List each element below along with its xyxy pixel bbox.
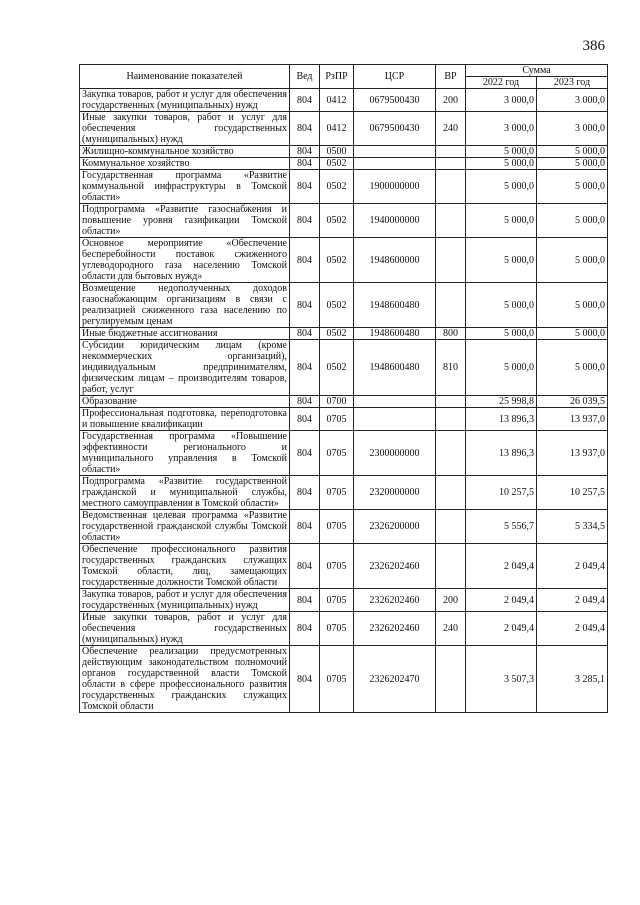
row-vr <box>436 238 466 283</box>
table-row <box>80 204 608 238</box>
row-name: Закупка товаров, работ и услуг для обеспечения государственных (муниципальных) нужд <box>80 589 290 612</box>
table-row <box>80 476 608 510</box>
row-csr <box>354 408 436 431</box>
row-rzpr: 0502 <box>320 238 354 283</box>
table-row <box>80 544 608 589</box>
row-csr: 2320000000 <box>354 476 436 510</box>
row-name: Профессиональная подготовка, переподготовка и повышение квалификации <box>80 408 290 431</box>
row-name: Обеспечение профессионального развития государственных гражданских служащих Томской области, лиц, замещающих государственные должности Томской области <box>80 544 290 589</box>
table-body <box>80 89 608 713</box>
table-row <box>80 510 608 544</box>
row-sum-2023: 2 049,4 <box>537 612 608 646</box>
header-sum: Сумма <box>466 65 608 77</box>
row-rzpr: 0705 <box>320 612 354 646</box>
row-vr <box>436 204 466 238</box>
row-sum-2022: 5 000,0 <box>466 204 537 238</box>
row-rzpr: 0700 <box>320 396 354 408</box>
row-vr: 240 <box>436 612 466 646</box>
row-ved: 804 <box>290 544 320 589</box>
row-vr <box>436 170 466 204</box>
row-ved: 804 <box>290 589 320 612</box>
row-csr: 1948600480 <box>354 328 436 340</box>
table-row <box>80 170 608 204</box>
row-vr: 200 <box>436 589 466 612</box>
row-vr <box>436 283 466 328</box>
row-rzpr: 0502 <box>320 204 354 238</box>
row-csr: 1940000000 <box>354 204 436 238</box>
row-csr <box>354 396 436 408</box>
row-sum-2022: 2 049,4 <box>466 612 537 646</box>
row-name: Основное мероприятие «Обеспечение бесперебойности поставок сжиженного углеводородного газа населению Томской области для бытовых нужд» <box>80 238 290 283</box>
table-row <box>80 112 608 146</box>
row-sum-2023: 13 937,0 <box>537 431 608 476</box>
header-year-2022: 2022 год <box>466 77 537 89</box>
row-sum-2022: 25 998,8 <box>466 396 537 408</box>
row-rzpr: 0705 <box>320 646 354 713</box>
row-ved: 804 <box>290 340 320 396</box>
table-row <box>80 146 608 158</box>
row-name: Ведомственная целевая программа «Развитие государственной гражданской службы Томской области» <box>80 510 290 544</box>
row-vr <box>436 544 466 589</box>
row-csr: 1948600480 <box>354 340 436 396</box>
table-row <box>80 408 608 431</box>
row-rzpr: 0705 <box>320 476 354 510</box>
row-sum-2022: 5 000,0 <box>466 283 537 328</box>
row-sum-2023: 3 000,0 <box>537 89 608 112</box>
row-rzpr: 0502 <box>320 170 354 204</box>
row-rzpr: 0412 <box>320 89 354 112</box>
row-vr <box>436 158 466 170</box>
row-sum-2022: 5 000,0 <box>466 238 537 283</box>
row-ved: 804 <box>290 89 320 112</box>
row-sum-2023: 5 000,0 <box>537 158 608 170</box>
row-ved: 804 <box>290 476 320 510</box>
row-sum-2022: 5 000,0 <box>466 340 537 396</box>
row-csr: 2326202460 <box>354 544 436 589</box>
row-ved: 804 <box>290 204 320 238</box>
row-csr: 2326202460 <box>354 589 436 612</box>
row-csr: 1948600480 <box>354 283 436 328</box>
header-rzpr: РзПР <box>320 65 354 89</box>
table-row <box>80 328 608 340</box>
row-ved: 804 <box>290 238 320 283</box>
row-sum-2022: 2 049,4 <box>466 544 537 589</box>
row-rzpr: 0500 <box>320 146 354 158</box>
row-vr <box>436 646 466 713</box>
row-sum-2023: 5 000,0 <box>537 238 608 283</box>
row-sum-2023: 2 049,4 <box>537 589 608 612</box>
row-csr: 0679500430 <box>354 89 436 112</box>
row-sum-2022: 5 000,0 <box>466 170 537 204</box>
row-csr: 1900000000 <box>354 170 436 204</box>
table-row <box>80 431 608 476</box>
row-csr: 2300000000 <box>354 431 436 476</box>
table-row <box>80 646 608 713</box>
row-ved: 804 <box>290 283 320 328</box>
row-name: Субсидии юридическим лицам (кроме некоммерческих организаций), индивидуальным предпринимателям, физическим лицам – производителям товаров, работ, услуг <box>80 340 290 396</box>
row-sum-2023: 26 039,5 <box>537 396 608 408</box>
header-vr: ВР <box>436 65 466 89</box>
row-csr: 2326200000 <box>354 510 436 544</box>
row-sum-2023: 5 000,0 <box>537 146 608 158</box>
row-rzpr: 0412 <box>320 112 354 146</box>
budget-table <box>79 64 608 713</box>
row-name: Возмещение недополученных доходов газоснабжающим организациям в связи с реализацией сжиженного газа населению по регулируемым ценам <box>80 283 290 328</box>
row-rzpr: 0502 <box>320 158 354 170</box>
row-ved: 804 <box>290 158 320 170</box>
row-name: Коммунальное хозяйство <box>80 158 290 170</box>
row-sum-2022: 10 257,5 <box>466 476 537 510</box>
row-sum-2023: 3 285,1 <box>537 646 608 713</box>
row-rzpr: 0705 <box>320 408 354 431</box>
page-number: 386 <box>582 38 605 54</box>
row-name: Государственная программа «Повышение эффективности регионального и муниципального управления в Томской области» <box>80 431 290 476</box>
row-vr: 800 <box>436 328 466 340</box>
row-sum-2022: 3 000,0 <box>466 112 537 146</box>
row-ved: 804 <box>290 328 320 340</box>
row-name: Государственная программа «Развитие коммунальной инфраструктуры в Томской области» <box>80 170 290 204</box>
row-csr: 2326202460 <box>354 612 436 646</box>
row-vr: 200 <box>436 89 466 112</box>
row-sum-2022: 13 896,3 <box>466 431 537 476</box>
row-name: Жилищно-коммунальное хозяйство <box>80 146 290 158</box>
table-row <box>80 283 608 328</box>
table-row <box>80 340 608 396</box>
header-name: Наименование показателей <box>80 65 290 89</box>
row-sum-2022: 5 000,0 <box>466 328 537 340</box>
row-ved: 804 <box>290 431 320 476</box>
row-sum-2023: 5 000,0 <box>537 283 608 328</box>
row-csr <box>354 158 436 170</box>
row-ved: 804 <box>290 646 320 713</box>
table-row <box>80 612 608 646</box>
row-rzpr: 0705 <box>320 589 354 612</box>
row-rzpr: 0705 <box>320 544 354 589</box>
row-name: Подпрограмма «Развитие газоснабжения и повышение уровня газификации Томской области» <box>80 204 290 238</box>
row-ved: 804 <box>290 112 320 146</box>
row-name: Иные бюджетные ассигнования <box>80 328 290 340</box>
row-csr: 1948600000 <box>354 238 436 283</box>
row-sum-2023: 10 257,5 <box>537 476 608 510</box>
row-sum-2023: 13 937,0 <box>537 408 608 431</box>
row-name: Подпрограмма «Развитие государственной гражданской и муниципальной службы, местного самоуправления в Томской области» <box>80 476 290 510</box>
row-csr: 0679500430 <box>354 112 436 146</box>
row-sum-2022: 2 049,4 <box>466 589 537 612</box>
row-sum-2023: 5 000,0 <box>537 328 608 340</box>
row-sum-2023: 5 000,0 <box>537 204 608 238</box>
row-rzpr: 0502 <box>320 328 354 340</box>
header-year-2023: 2023 год <box>537 77 608 89</box>
row-name: Иные закупки товаров, работ и услуг для обеспечения государственных (муниципальных) нужд <box>80 612 290 646</box>
row-vr: 810 <box>436 340 466 396</box>
table-row <box>80 158 608 170</box>
row-rzpr: 0502 <box>320 283 354 328</box>
row-sum-2023: 5 000,0 <box>537 170 608 204</box>
row-vr <box>436 396 466 408</box>
row-ved: 804 <box>290 510 320 544</box>
header-ved: Вед <box>290 65 320 89</box>
row-sum-2022: 3 000,0 <box>466 89 537 112</box>
row-name: Обеспечение реализации предусмотренных действующим законодательством полномочий органов государственной власти Томской области в сфере профессионального развития государственных гражданских служащих Томской области <box>80 646 290 713</box>
row-name: Иные закупки товаров, работ и услуг для обеспечения государственных (муниципальных) нужд <box>80 112 290 146</box>
row-name: Закупка товаров, работ и услуг для обеспечения государственных (муниципальных) нужд <box>80 89 290 112</box>
row-sum-2023: 5 334,5 <box>537 510 608 544</box>
row-sum-2023: 2 049,4 <box>537 544 608 589</box>
row-csr <box>354 146 436 158</box>
row-vr <box>436 408 466 431</box>
row-rzpr: 0502 <box>320 340 354 396</box>
table-row <box>80 238 608 283</box>
row-rzpr: 0705 <box>320 431 354 476</box>
row-rzpr: 0705 <box>320 510 354 544</box>
row-sum-2023: 3 000,0 <box>537 112 608 146</box>
header-csr: ЦСР <box>354 65 436 89</box>
row-sum-2022: 5 000,0 <box>466 146 537 158</box>
row-vr <box>436 476 466 510</box>
row-ved: 804 <box>290 612 320 646</box>
table-row <box>80 396 608 408</box>
row-sum-2022: 3 507,3 <box>466 646 537 713</box>
row-sum-2022: 5 556,7 <box>466 510 537 544</box>
row-vr: 240 <box>436 112 466 146</box>
row-ved: 804 <box>290 146 320 158</box>
row-vr <box>436 431 466 476</box>
row-vr <box>436 146 466 158</box>
row-sum-2022: 13 896,3 <box>466 408 537 431</box>
row-ved: 804 <box>290 396 320 408</box>
row-vr <box>436 510 466 544</box>
row-ved: 804 <box>290 408 320 431</box>
table-row <box>80 89 608 112</box>
row-ved: 804 <box>290 170 320 204</box>
row-sum-2022: 5 000,0 <box>466 158 537 170</box>
row-name: Образование <box>80 396 290 408</box>
row-csr: 2326202470 <box>354 646 436 713</box>
row-sum-2023: 5 000,0 <box>537 340 608 396</box>
table-row <box>80 589 608 612</box>
